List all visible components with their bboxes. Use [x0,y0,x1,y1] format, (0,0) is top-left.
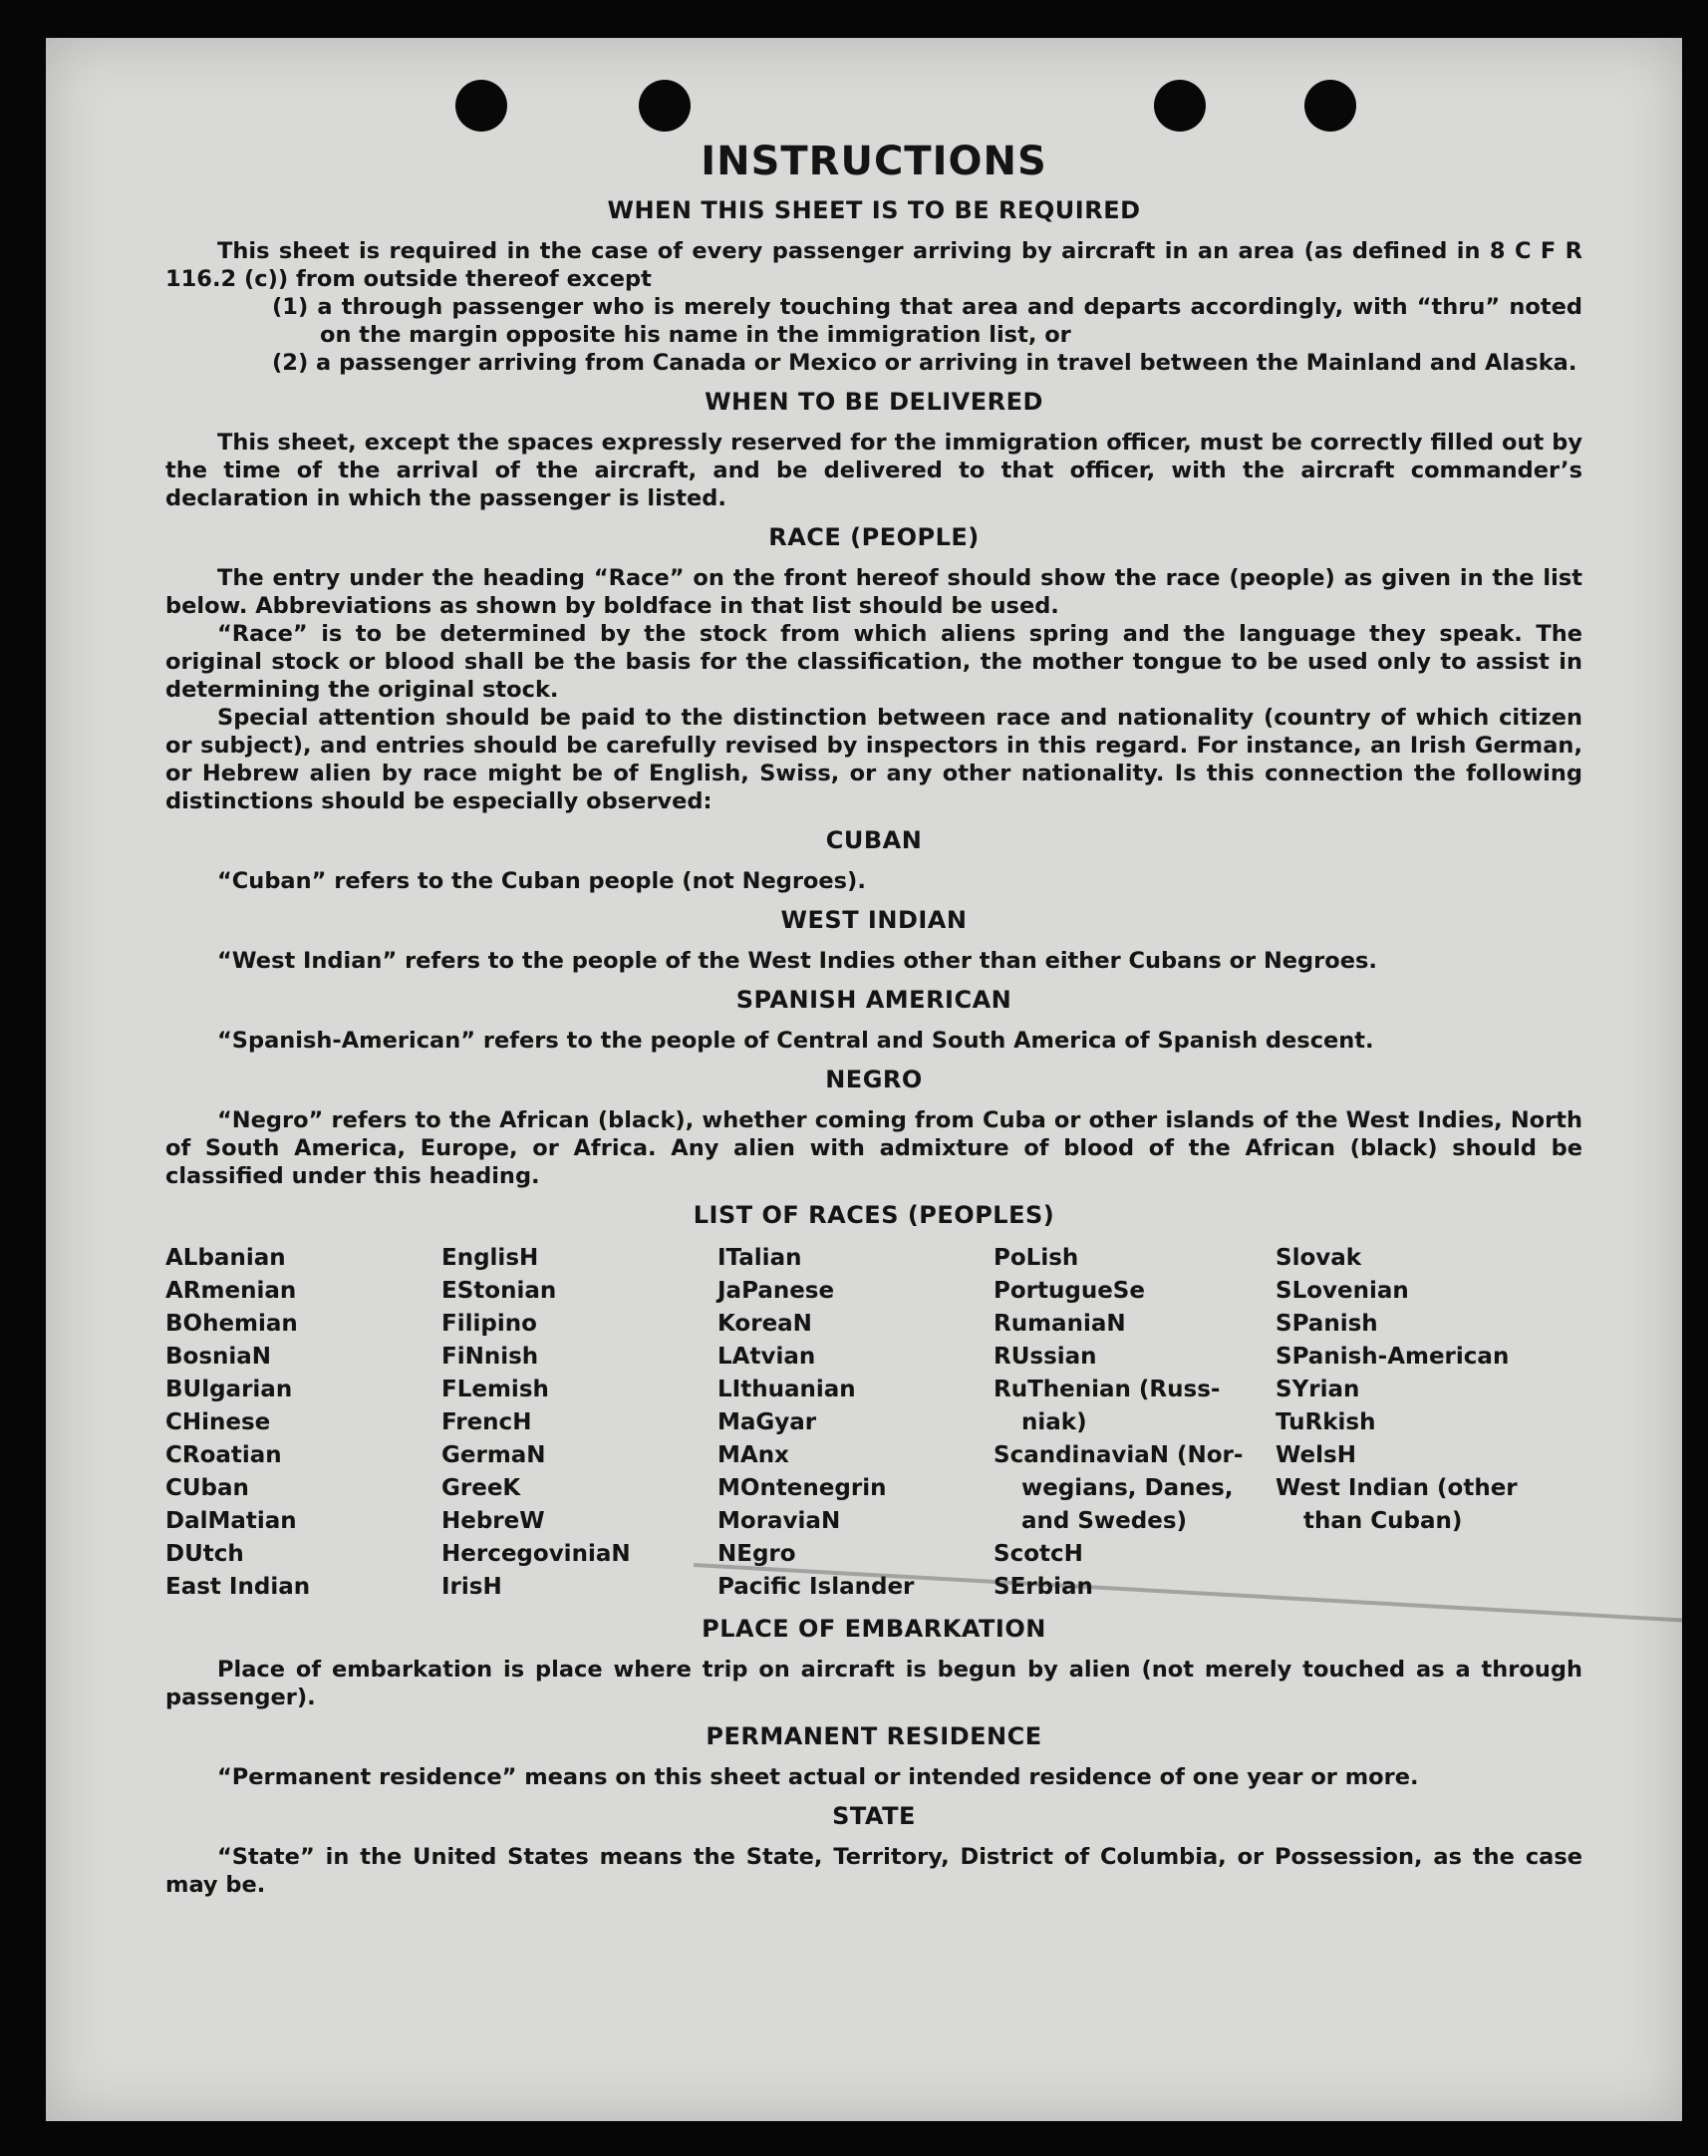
section-heading: STATE [832,1802,916,1830]
section-heading: WHEN TO BE DELIVERED [705,388,1043,416]
section-heading: RACE (PEOPLE) [768,523,980,551]
section-paragraph: This sheet, except the spaces expressly reserved for the immigration officer, must be correctly filled out by the time of the arrival of the aircraft, and be delivered to that officer, with the aircraft commander’s declaration in which the passenger is listed. [165,430,1582,511]
race-entry: LIthuanian [717,1377,856,1402]
closing-sections [165,1614,1582,1899]
race-entry: TuRkish [1276,1409,1376,1435]
race-entry: RuThenian (Russ- [994,1377,1221,1402]
race-entry: KoreaN [717,1311,812,1337]
race-entry: EnglisH [441,1245,539,1271]
race-entry: FiNnish [441,1344,539,1370]
race-entry: SPanish [1276,1311,1378,1337]
race-column [1276,1242,1582,1604]
race-column [165,1242,441,1604]
section-paragraph: “Race” is to be determined by the stock from which aliens spring and the language they speak. The original stock or blood shall be the basis for the classification, the mother tongue to be used only to assist in determining the original stock. [165,621,1582,703]
race-entry: CRoatian [165,1442,282,1468]
race-entry: HebreW [441,1508,545,1534]
race-entry: FLemish [441,1377,549,1402]
race-entry: MoraviaN [717,1508,841,1534]
punch-hole [455,80,507,132]
race-entry: SYrian [1276,1377,1360,1402]
race-entry: niak) [1021,1409,1087,1435]
race-entry: Pacific Islander [717,1574,915,1600]
race-entry: SErbian [994,1574,1093,1600]
race-entry: MAnx [717,1442,789,1468]
race-entry: RumaniaN [994,1311,1126,1337]
race-entry: NEgro [717,1541,796,1567]
race-entry: RUssian [994,1344,1097,1370]
race-entry: BosniaN [165,1344,272,1370]
list-item: (1) a through passenger who is merely touching that area and departs accordingly, with “thru” noted on the margin opposite his name in the immigration list, or [272,294,1582,348]
race-column [441,1242,717,1604]
page-title: INSTRUCTIONS [701,139,1047,184]
race-entry: GreeK [441,1475,521,1501]
race-entry: ScotcH [994,1541,1083,1567]
race-entry: ITalian [717,1245,802,1271]
section-heading: CUBAN [825,826,923,854]
race-entry: EStonian [441,1278,557,1304]
race-entry: BOhemian [165,1311,298,1337]
sections [165,195,1582,1190]
section-paragraph: “Permanent residence” means on this sheet actual or intended residence of one year or more. [217,1764,1419,1790]
race-entry: SLovenian [1276,1278,1409,1304]
race-entry: LAtvian [717,1344,816,1370]
section-heading: NEGRO [825,1066,923,1093]
race-entry: wegians, Danes, [1021,1475,1234,1501]
race-entry: than Cuban) [1303,1508,1463,1534]
section-heading: PERMANENT RESIDENCE [706,1722,1042,1750]
race-entry: WelsH [1276,1442,1356,1468]
instructions-body [165,138,1582,1899]
section-heading: WHEN THIS SHEET IS TO BE REQUIRED [607,196,1141,224]
race-entry: CHinese [165,1409,271,1435]
race-entry: ARmenian [165,1278,297,1304]
race-entry: SPanish-American [1276,1344,1510,1370]
race-entry: JaPanese [717,1278,835,1304]
punch-hole [1154,80,1206,132]
race-entry: DalMatian [165,1508,297,1534]
race-entry: IrisH [441,1574,502,1600]
race-entry: Slovak [1276,1245,1362,1271]
section-paragraph: “Negro” refers to the African (black), whether coming from Cuba or other islands of the West Indies, North of South America, Europe, or Africa. Any alien with admixture of blood of the African (black) should be classified under this heading. [165,1107,1582,1189]
race-entry: East Indian [165,1574,311,1600]
section-paragraph: “Cuban” refers to the Cuban people (not Negroes). [217,868,866,894]
list-item: (2) a passenger arriving from Canada or Mexico or arriving in travel between the Mainland and Alaska. [272,350,1577,376]
section-heading: SPANISH AMERICAN [735,986,1012,1014]
race-entry: Filipino [441,1311,537,1337]
race-entry: ScandinaviaN (Nor- [994,1442,1244,1468]
document-sheet [46,38,1682,2121]
race-column [994,1242,1276,1604]
race-entry: GermaN [441,1442,546,1468]
race-entry: HercegoviniaN [441,1541,631,1567]
race-entry: PoLish [994,1245,1079,1271]
race-entry: PortugueSe [994,1278,1145,1304]
punch-hole [1304,80,1356,132]
race-entry: MOntenegrin [717,1475,887,1501]
race-entry: MaGyar [717,1409,817,1435]
section-paragraph: Place of embarkation is place where trip on aircraft is begun by alien (not merely touched as a through passenger). [165,1657,1582,1710]
section-paragraph: This sheet is required in the case of every passenger arriving by aircraft in an area (as defined in 8 C F R 116.2 (c)) from outside thereof except [165,238,1582,292]
section-heading: LIST OF RACES (PEOPLES) [693,1201,1055,1229]
race-entry: BUlgarian [165,1377,293,1402]
punch-hole [639,80,691,132]
section-paragraph: The entry under the heading “Race” on the front hereof should show the race (people) as given in the list below. Abbreviations as shown by boldface in that list should be used. [165,565,1582,619]
section-heading: WEST INDIAN [780,906,968,934]
race-column [717,1242,994,1604]
race-entry: DUtch [165,1541,244,1567]
race-entry: West Indian (other [1276,1475,1518,1501]
race-entry: CUban [165,1475,249,1501]
race-entry: FrencH [441,1409,532,1435]
races-list [165,1242,1582,1604]
race-entry: ALbanian [165,1245,286,1271]
section-paragraph: “West Indian” refers to the people of the West Indies other than either Cubans or Negroes. [217,948,1377,974]
section-paragraph: “State” in the United States means the State, Territory, District of Columbia, or Possession, as the case may be. [165,1844,1582,1898]
race-entry: and Swedes) [1021,1508,1188,1534]
section-heading: PLACE OF EMBARKATION [702,1615,1046,1643]
section-paragraph: Special attention should be paid to the distinction between race and nationality (country of which citizen or subject), and entries should be carefully revised by inspectors in this regard. For instance, an Irish German, or Hebrew alien by race might be of English, Swiss, or any other nationality. Is this connection the following distinctions should be especially observed: [165,705,1582,814]
section-paragraph: “Spanish-American” refers to the people of Central and South America of Spanish descent. [217,1028,1374,1054]
